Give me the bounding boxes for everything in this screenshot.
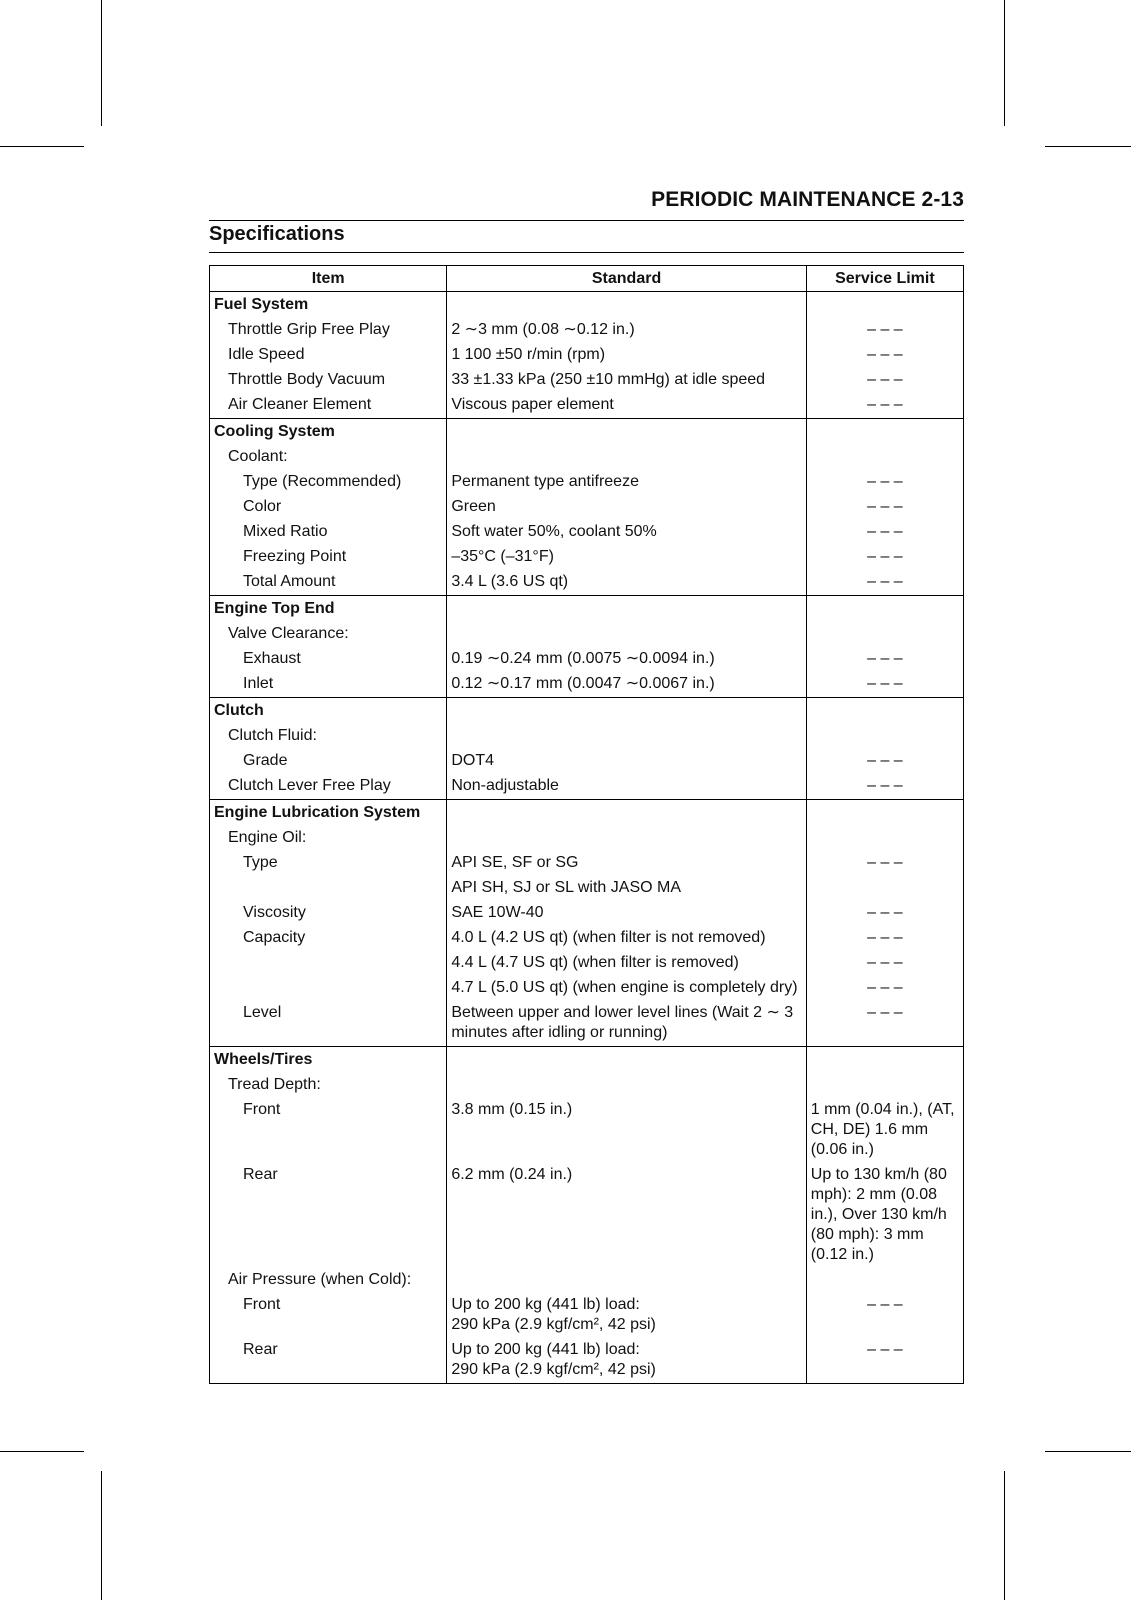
item-label: Throttle Body Vacuum [228, 371, 386, 388]
table-row [210, 1073, 964, 1098]
service-limit-cell: – – – [806, 393, 963, 419]
item-label: Valve Clearance: [228, 625, 349, 642]
item-cell [210, 520, 447, 545]
table-row [210, 851, 964, 876]
group-header-row [210, 292, 964, 319]
service-limit-cell: – – – [806, 470, 963, 495]
item-label: Color [243, 498, 282, 515]
table-group [210, 1047, 964, 1384]
service-limit-cell: – – – [806, 495, 963, 520]
standard-cell: –35°C (–31°F) [447, 545, 806, 570]
page-header: PERIODIC MAINTENANCE 2-13 [651, 188, 964, 211]
column-header-item: Item [210, 266, 447, 292]
item-label: Total Amount [243, 573, 336, 590]
standard-cell: 0.12 ∼0.17 mm (0.0047 ∼0.0067 in.) [447, 672, 806, 698]
crop-mark [1004, 1471, 1005, 1600]
item-label: Mixed Ratio [243, 523, 328, 540]
item-label: Air Pressure (when Cold): [228, 1271, 412, 1288]
table-row [210, 749, 964, 774]
service-limit-cell: – – – [806, 926, 963, 951]
item-label: Tread Depth: [228, 1076, 321, 1093]
item-label: Front [243, 1101, 281, 1118]
item-cell [210, 622, 447, 647]
standard-cell: 3.8 mm (0.15 in.) [447, 1098, 806, 1163]
standard-cell: SAE 10W-40 [447, 901, 806, 926]
table-row [210, 622, 964, 647]
item-cell [210, 724, 447, 749]
standard-cell [447, 1268, 806, 1293]
item-cell [210, 318, 447, 343]
item-cell [210, 1163, 447, 1268]
crop-mark [101, 0, 102, 126]
item-cell [210, 470, 447, 495]
table-row [210, 672, 964, 698]
standard-cell: Up to 200 kg (441 lb) load: 290 kPa (2.9 kgf/cm², 42 psi) [447, 1338, 806, 1384]
service-limit-cell: – – – [806, 951, 963, 976]
table-row [210, 647, 964, 672]
service-limit-cell: – – – [806, 901, 963, 926]
service-limit-cell: Up to 130 km/h (80 mph): 2 mm (0.08 in.), Over 130 km/h (80 mph): 3 mm (0.12 in.) [806, 1163, 963, 1268]
empty-cell [806, 800, 963, 827]
specifications-table [209, 265, 964, 1384]
standard-cell [447, 622, 806, 647]
item-cell [210, 1073, 447, 1098]
group-title: Fuel System [210, 292, 447, 319]
service-limit-cell: – – – [806, 368, 963, 393]
service-limit-cell [806, 724, 963, 749]
service-limit-cell [806, 826, 963, 851]
table-row [210, 901, 964, 926]
item-cell [210, 1001, 447, 1047]
service-limit-cell: – – – [806, 672, 963, 698]
empty-cell [447, 596, 806, 623]
item-label: Capacity [243, 929, 306, 946]
item-cell [210, 368, 447, 393]
item-cell [210, 926, 447, 951]
service-limit-cell: – – – [806, 570, 963, 596]
standard-cell: Viscous paper element [447, 393, 806, 419]
section-rule [209, 252, 964, 253]
standard-cell: 4.7 L (5.0 US qt) (when engine is completely dry) [447, 976, 806, 1001]
service-limit-cell: – – – [806, 851, 963, 876]
table-group [210, 698, 964, 800]
service-limit-cell: – – – [806, 1338, 963, 1384]
table-row [210, 1268, 964, 1293]
empty-cell [447, 419, 806, 446]
table-row [210, 951, 964, 976]
group-title: Wheels/Tires [210, 1047, 447, 1074]
table-row [210, 520, 964, 545]
standard-cell [447, 826, 806, 851]
item-label: Coolant: [228, 448, 288, 465]
item-label: Front [243, 1296, 281, 1313]
item-cell [210, 774, 447, 800]
service-limit-cell: – – – [806, 545, 963, 570]
item-cell [210, 570, 447, 596]
item-cell [210, 545, 447, 570]
table-row [210, 545, 964, 570]
group-header-row [210, 1047, 964, 1074]
standard-cell: API SH, SJ or SL with JASO MA [447, 876, 806, 901]
table-row [210, 876, 964, 901]
item-cell [210, 826, 447, 851]
table-row [210, 774, 964, 800]
table-row [210, 470, 964, 495]
empty-cell [806, 596, 963, 623]
item-cell [210, 495, 447, 520]
item-label: Grade [243, 752, 288, 769]
item-label: Clutch Lever Free Play [228, 777, 391, 794]
column-header-standard: Standard [447, 266, 806, 292]
service-limit-cell: 1 mm (0.04 in.), (AT, CH, DE) 1.6 mm (0.06 in.) [806, 1098, 963, 1163]
item-cell [210, 393, 447, 419]
service-limit-cell [806, 876, 963, 901]
service-limit-cell: – – – [806, 520, 963, 545]
item-cell [210, 976, 447, 1001]
standard-cell: 0.19 ∼0.24 mm (0.0075 ∼0.0094 in.) [447, 647, 806, 672]
item-label: Rear [243, 1166, 278, 1183]
item-label: Exhaust [243, 650, 301, 667]
empty-cell [806, 698, 963, 725]
item-label: Freezing Point [243, 548, 347, 565]
empty-cell [447, 1047, 806, 1074]
table-row [210, 318, 964, 343]
group-header-row [210, 698, 964, 725]
crop-mark [1045, 146, 1131, 147]
item-label: Type (Recommended) [243, 473, 402, 490]
table-row [210, 1338, 964, 1384]
empty-cell [806, 1047, 963, 1074]
item-cell [210, 851, 447, 876]
standard-cell: 4.4 L (4.7 US qt) (when filter is removed) [447, 951, 806, 976]
item-label: Engine Oil: [228, 829, 307, 846]
crop-mark [101, 1471, 102, 1600]
standard-cell: 6.2 mm (0.24 in.) [447, 1163, 806, 1268]
standard-cell: Up to 200 kg (441 lb) load: 290 kPa (2.9 kgf/cm², 42 psi) [447, 1293, 806, 1338]
standard-cell: DOT4 [447, 749, 806, 774]
service-limit-cell [806, 1268, 963, 1293]
group-title: Cooling System [210, 419, 447, 446]
item-label: Inlet [243, 675, 274, 692]
item-label: Air Cleaner Element [228, 396, 372, 413]
standard-cell: Between upper and lower level lines (Wait 2 ∼ 3 minutes after idling or running) [447, 1001, 806, 1047]
item-label: Throttle Grip Free Play [228, 321, 390, 338]
table-row [210, 926, 964, 951]
table-row [210, 976, 964, 1001]
service-limit-cell: – – – [806, 647, 963, 672]
table-row [210, 1293, 964, 1338]
standard-cell [447, 1073, 806, 1098]
table-row [210, 1098, 964, 1163]
table-row [210, 393, 964, 419]
item-cell [210, 951, 447, 976]
service-limit-cell [806, 445, 963, 470]
group-header-row [210, 800, 964, 827]
standard-cell: 1 100 ±50 r/min (rpm) [447, 343, 806, 368]
table-group [210, 800, 964, 1047]
service-limit-cell: – – – [806, 976, 963, 1001]
item-cell [210, 1098, 447, 1163]
standard-cell [447, 724, 806, 749]
crop-mark [1045, 1451, 1131, 1452]
empty-cell [806, 419, 963, 446]
item-label: Viscosity [243, 904, 306, 921]
standard-cell: Soft water 50%, coolant 50% [447, 520, 806, 545]
item-label: Type [243, 854, 278, 871]
empty-cell [447, 800, 806, 827]
service-limit-cell: – – – [806, 774, 963, 800]
standard-cell: Green [447, 495, 806, 520]
standard-cell: API SE, SF or SG [447, 851, 806, 876]
item-cell [210, 1268, 447, 1293]
item-cell [210, 445, 447, 470]
item-cell [210, 749, 447, 774]
service-limit-cell: – – – [806, 1001, 963, 1047]
crop-mark [1004, 0, 1005, 126]
table-header-row [210, 266, 964, 292]
group-header-row [210, 419, 964, 446]
table-group [210, 596, 964, 698]
standard-cell: Permanent type antifreeze [447, 470, 806, 495]
group-title: Engine Top End [210, 596, 447, 623]
item-label: Clutch Fluid: [228, 727, 317, 744]
service-limit-cell: – – – [806, 749, 963, 774]
table-row [210, 445, 964, 470]
header-rule [209, 220, 964, 221]
standard-cell: 4.0 L (4.2 US qt) (when filter is not removed) [447, 926, 806, 951]
empty-cell [447, 698, 806, 725]
service-limit-cell [806, 1073, 963, 1098]
service-limit-cell: – – – [806, 1293, 963, 1338]
table-row [210, 724, 964, 749]
item-cell [210, 343, 447, 368]
service-limit-cell: – – – [806, 343, 963, 368]
standard-cell [447, 445, 806, 470]
table-row [210, 826, 964, 851]
item-label: Level [243, 1004, 282, 1021]
table-row [210, 343, 964, 368]
group-header-row [210, 596, 964, 623]
table-row [210, 570, 964, 596]
item-cell [210, 1293, 447, 1338]
table-group [210, 292, 964, 419]
standard-cell: 2 ∼3 mm (0.08 ∼0.12 in.) [447, 318, 806, 343]
group-title: Engine Lubrication System [210, 800, 447, 827]
table-row [210, 1001, 964, 1047]
column-header-service-limit: Service Limit [806, 266, 963, 292]
group-title: Clutch [210, 698, 447, 725]
crop-mark [0, 146, 84, 147]
item-cell [210, 901, 447, 926]
empty-cell [447, 292, 806, 319]
table-row [210, 1163, 964, 1268]
empty-cell [806, 292, 963, 319]
item-cell [210, 672, 447, 698]
standard-cell: Non-adjustable [447, 774, 806, 800]
service-limit-cell [806, 622, 963, 647]
crop-mark [0, 1451, 84, 1452]
item-cell [210, 1338, 447, 1384]
item-cell [210, 647, 447, 672]
item-label: Rear [243, 1341, 278, 1358]
standard-cell: 33 ±1.33 kPa (250 ±10 mmHg) at idle speed [447, 368, 806, 393]
section-title: Specifications [209, 223, 345, 245]
standard-cell: 3.4 L (3.6 US qt) [447, 570, 806, 596]
item-label: Idle Speed [228, 346, 305, 363]
table-row [210, 368, 964, 393]
item-cell [210, 876, 447, 901]
table-row [210, 495, 964, 520]
service-limit-cell: – – – [806, 318, 963, 343]
table-group [210, 419, 964, 596]
